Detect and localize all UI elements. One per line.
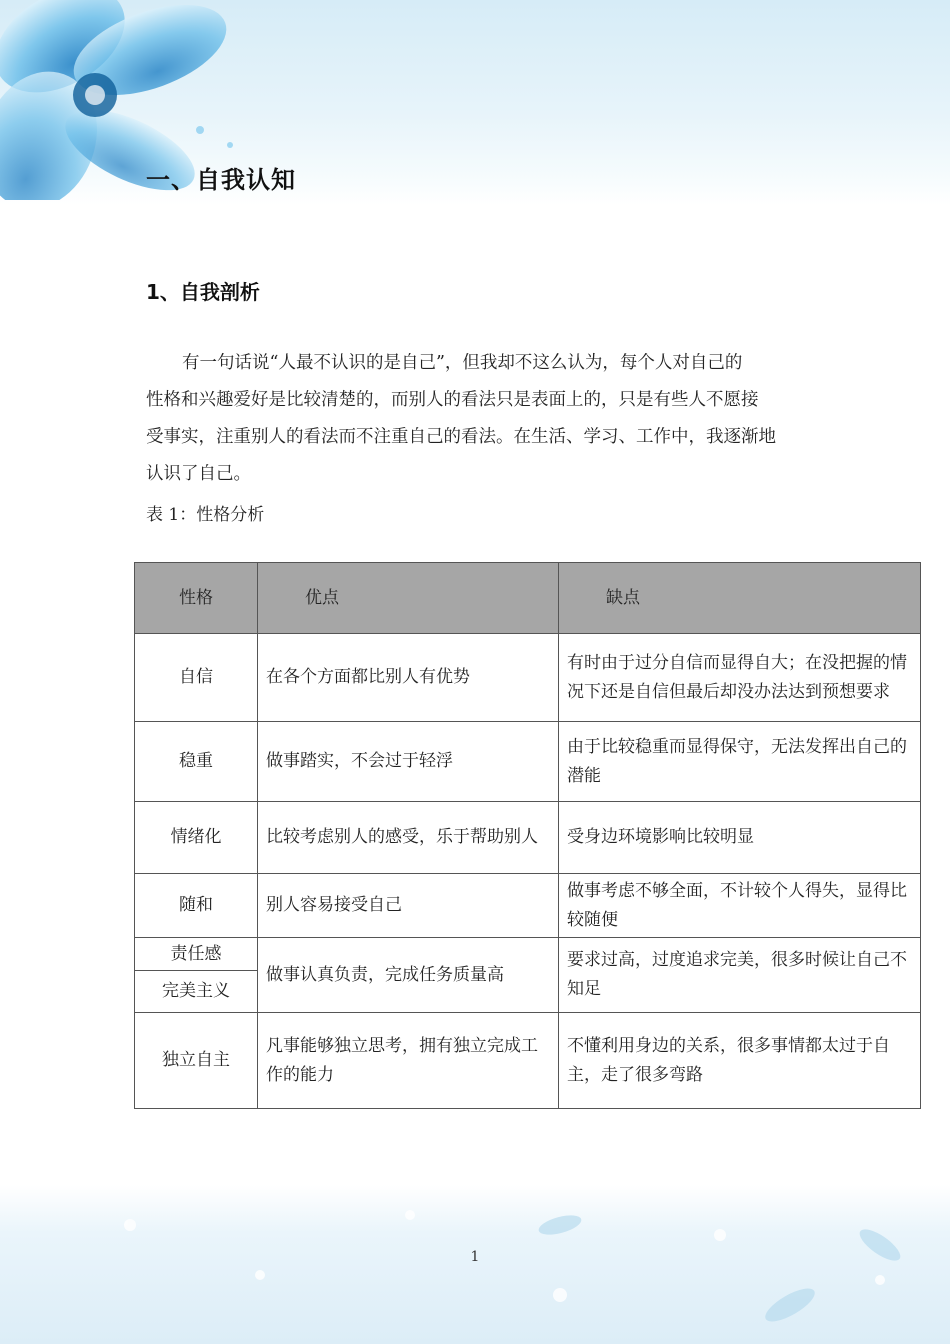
trait-cell: 随和 xyxy=(135,874,258,938)
trait-cell: 责任感 xyxy=(135,938,258,971)
section-heading: 一、自我认知 xyxy=(146,166,296,194)
table-row xyxy=(135,802,921,874)
con-cell: 受身边环境影响比较明显 xyxy=(559,802,921,874)
paragraph-line: 有一句话说“人最不认识的是自己”，但我却不这么认为，每个人对自己的 xyxy=(182,353,743,373)
con-cell: 做事考虑不够全面，不计较个人得失，显得比较随便 xyxy=(559,874,921,938)
table-header-row xyxy=(135,563,921,634)
pro-cell: 凡事能够独立思考，拥有独立完成工作的能力 xyxy=(258,1013,559,1109)
con-cell: 不懂利用身边的关系，很多事情都太过于自主，走了很多弯路 xyxy=(559,1013,921,1109)
trait-cell: 稳重 xyxy=(135,722,258,802)
trait-cell: 完美主义 xyxy=(135,971,258,1013)
page-number: 1 xyxy=(470,1249,480,1265)
table-row xyxy=(135,634,921,722)
trait-cell: 自信 xyxy=(135,634,258,722)
table-row xyxy=(135,938,921,971)
table-row xyxy=(135,874,921,938)
paragraph-line: 性格和兴趣爱好是比较清楚的，而别人的看法只是表面上的，只是有些人不愿接 xyxy=(146,390,759,410)
pro-cell: 别人容易接受自己 xyxy=(258,874,559,938)
con-cell: 有时由于过分自信而显得自大；在没把握的情况下还是自信但最后却没办法达到预想要求 xyxy=(559,634,921,722)
con-cell: 由于比较稳重而显得保守，无法发挥出自己的潜能 xyxy=(559,722,921,802)
pro-cell: 做事踏实，不会过于轻浮 xyxy=(258,722,559,802)
pro-cell: 在各个方面都比别人有优势 xyxy=(258,634,559,722)
subsection-heading: 1、自我剖析 xyxy=(146,280,260,304)
pro-cell: 比较考虑别人的感受，乐于帮助别人 xyxy=(258,802,559,874)
paragraph-line: 受事实，注重别人的看法而不注重自己的看法。在生活、学习、工作中，我逐渐地 xyxy=(146,427,776,447)
trait-cell: 情绪化 xyxy=(135,802,258,874)
paragraph-line: 认识了自己。 xyxy=(146,464,251,484)
pro-cell: 做事认真负责，完成任务质量高 xyxy=(258,938,559,1013)
header-pros-label: 优点 xyxy=(305,587,339,608)
header-cons-label: 缺点 xyxy=(606,587,640,608)
con-cell: 要求过高，过度追求完美，很多时候让自己不知足 xyxy=(559,938,921,1013)
personality-table xyxy=(134,562,921,1109)
table-row xyxy=(135,722,921,802)
intro-paragraph xyxy=(146,345,816,493)
header-cons xyxy=(559,563,921,634)
header-trait: 性格 xyxy=(135,563,258,634)
trait-cell: 独立自主 xyxy=(135,1013,258,1109)
table-row xyxy=(135,1013,921,1109)
header-pros xyxy=(258,563,559,634)
table-caption: 表 1：性格分析 xyxy=(146,505,265,525)
